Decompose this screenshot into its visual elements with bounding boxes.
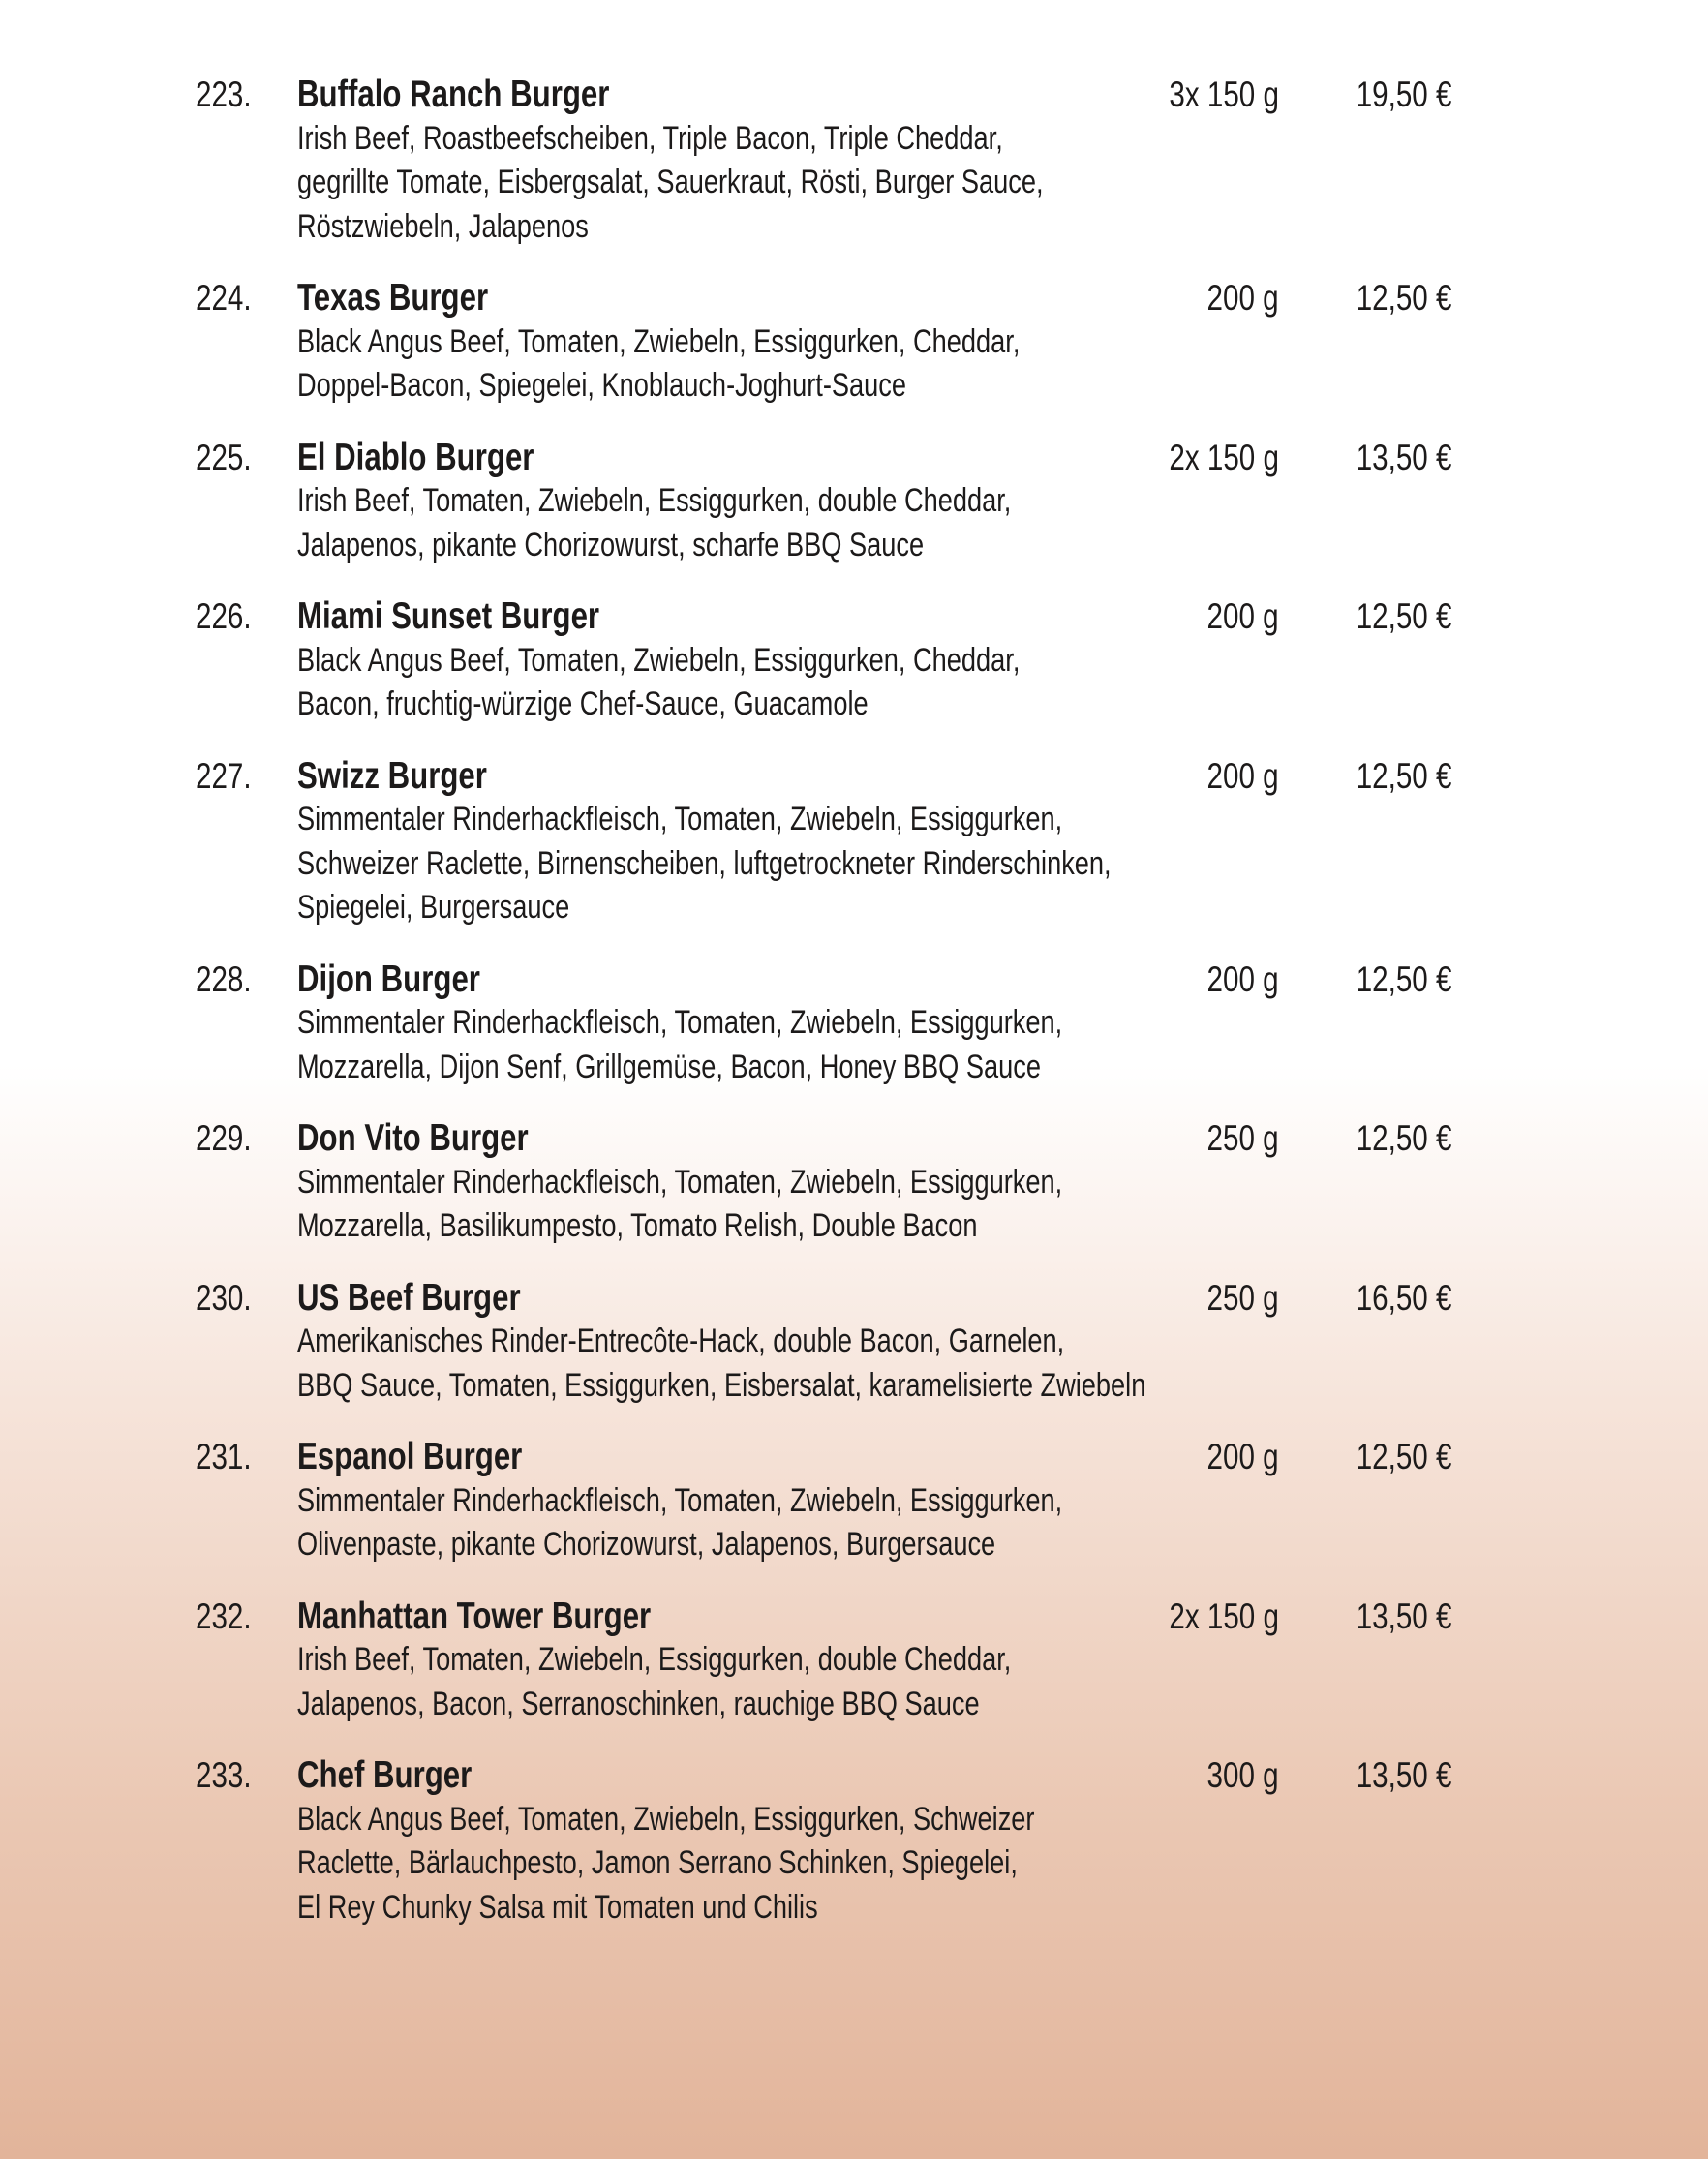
description-line: Simmentaler Rinderhackfleisch, Tomaten, Zwiebeln, Essiggurken, (297, 1481, 1063, 1519)
item-number: 226. (196, 596, 252, 636)
item-name: Miami Sunset Burger (297, 595, 600, 637)
item-name: Buffalo Ranch Burger (297, 74, 610, 115)
burger-menu-list (0, 73, 1708, 1957)
description-line: Simmentaler Rinderhackfleisch, Tomaten, Zwiebeln, Essiggurken, (297, 801, 1063, 837)
item-name: Swizz Burger (297, 754, 487, 797)
description-line: Irish Beef, Roastbeefscheiben, Triple Bacon, Triple Cheddar, (297, 119, 1003, 157)
menu-item (0, 436, 1708, 568)
description-line: Mozzarella, Basilikumpesto, Tomato Relish, Double Bacon (297, 1207, 978, 1244)
item-weight: 250 g (1206, 1277, 1279, 1318)
item-name: Chef Burger (297, 1754, 473, 1796)
item-name: Dijon Burger (297, 958, 480, 1000)
description-line: Amerikanisches Rinder-Entrecôte-Hack, double Bacon, Garnelen, (297, 1323, 1065, 1359)
menu-item (0, 1276, 1708, 1409)
item-number: 228. (196, 958, 252, 999)
item-name: Manhattan Tower Burger (297, 1595, 652, 1637)
item-price: 12,50 € (1356, 755, 1451, 796)
item-price: 13,50 € (1356, 1755, 1451, 1795)
item-weight: 200 g (1206, 596, 1279, 636)
description-line: Irish Beef, Tomaten, Zwiebeln, Essiggurken, double Cheddar, (297, 1641, 1012, 1678)
item-price: 12,50 € (1356, 1437, 1451, 1476)
description-line: El Rey Chunky Salsa mit Tomaten und Chilis (297, 1888, 818, 1926)
description-line: BBQ Sauce, Tomaten, Essiggurken, Eisbersalat, karamelisierte Zwiebeln (297, 1366, 1146, 1404)
item-name: US Beef Burger (297, 1276, 521, 1319)
item-weight: 3x 150 g (1169, 75, 1279, 114)
description-line: Bacon, fruchtig-würzige Chef-Sauce, Guacamole (297, 685, 869, 722)
description-line: Black Angus Beef, Tomaten, Zwiebeln, Essiggurken, Cheddar, (297, 641, 1021, 679)
description-line: Mozzarella, Dijon Senf, Grillgemüse, Bacon, Honey BBQ Sauce (297, 1048, 1042, 1085)
item-price: 12,50 € (1356, 958, 1451, 999)
item-weight: 2x 150 g (1169, 1596, 1279, 1636)
item-weight: 300 g (1206, 1755, 1279, 1795)
menu-item (0, 1116, 1708, 1249)
item-price: 16,50 € (1356, 1277, 1451, 1318)
description-line: Simmentaler Rinderhackfleisch, Tomaten, Zwiebeln, Essiggurken, (297, 1004, 1063, 1041)
item-name: El Diablo Burger (297, 436, 534, 478)
item-weight: 200 g (1206, 755, 1279, 796)
menu-item (0, 1595, 1708, 1727)
item-weight: 2x 150 g (1169, 437, 1279, 477)
item-number: 229. (196, 1118, 252, 1158)
description-line: Doppel-Bacon, Spiegelei, Knoblauch-Joghurt-Sauce (297, 367, 907, 404)
item-name: Texas Burger (297, 277, 489, 319)
item-price: 13,50 € (1356, 437, 1451, 477)
item-weight: 250 g (1206, 1118, 1279, 1158)
item-price: 13,50 € (1356, 1596, 1451, 1636)
description-line: Irish Beef, Tomaten, Zwiebeln, Essiggurken, double Cheddar, (297, 482, 1012, 519)
description-line: Spiegelei, Burgersauce (297, 889, 570, 926)
menu-item (0, 1435, 1708, 1567)
item-weight: 200 g (1206, 278, 1279, 318)
item-number: 230. (196, 1277, 252, 1318)
description-line: Raclette, Bärlauchpesto, Jamon Serrano Schinken, Spiegelei, (297, 1844, 1018, 1881)
menu-item (0, 594, 1708, 727)
item-price: 12,50 € (1356, 596, 1451, 636)
description-line: Black Angus Beef, Tomaten, Zwiebeln, Essiggurken, Cheddar, (297, 322, 1021, 360)
description-line: Olivenpaste, pikante Chorizowurst, Jalapenos, Burgersauce (297, 1526, 996, 1563)
item-number: 233. (196, 1755, 252, 1795)
item-name: Espanol Burger (297, 1436, 523, 1477)
description-line: gegrillte Tomate, Eisbergsalat, Sauerkraut, Rösti, Burger Sauce, (297, 164, 1044, 200)
item-number: 223. (196, 75, 252, 114)
item-price: 19,50 € (1356, 75, 1451, 114)
menu-item (0, 73, 1708, 249)
description-line: Jalapenos, pikante Chorizowurst, scharfe BBQ Sauce (297, 526, 925, 563)
item-name: Don Vito Burger (297, 1117, 529, 1159)
item-number: 225. (196, 437, 252, 477)
item-number: 231. (196, 1437, 252, 1476)
item-weight: 200 g (1206, 1437, 1279, 1476)
menu-item (0, 1753, 1708, 1930)
description-line: Jalapenos, Bacon, Serranoschinken, rauchige BBQ Sauce (297, 1685, 980, 1722)
menu-item (0, 754, 1708, 930)
item-number: 227. (196, 755, 252, 796)
description-line: Simmentaler Rinderhackfleisch, Tomaten, Zwiebeln, Essiggurken, (297, 1163, 1063, 1201)
description-line: Schweizer Raclette, Birnenscheiben, luftgetrockneter Rinderschinken, (297, 844, 1112, 882)
item-weight: 200 g (1206, 958, 1279, 999)
item-number: 232. (196, 1596, 252, 1636)
menu-item (0, 276, 1708, 409)
description-line: Black Angus Beef, Tomaten, Zwiebeln, Essiggurken, Schweizer (297, 1800, 1035, 1838)
item-price: 12,50 € (1356, 1118, 1451, 1158)
item-number: 224. (196, 278, 252, 318)
menu-item (0, 958, 1708, 1090)
description-line: Röstzwiebeln, Jalapenos (297, 207, 589, 245)
item-price: 12,50 € (1356, 278, 1451, 318)
